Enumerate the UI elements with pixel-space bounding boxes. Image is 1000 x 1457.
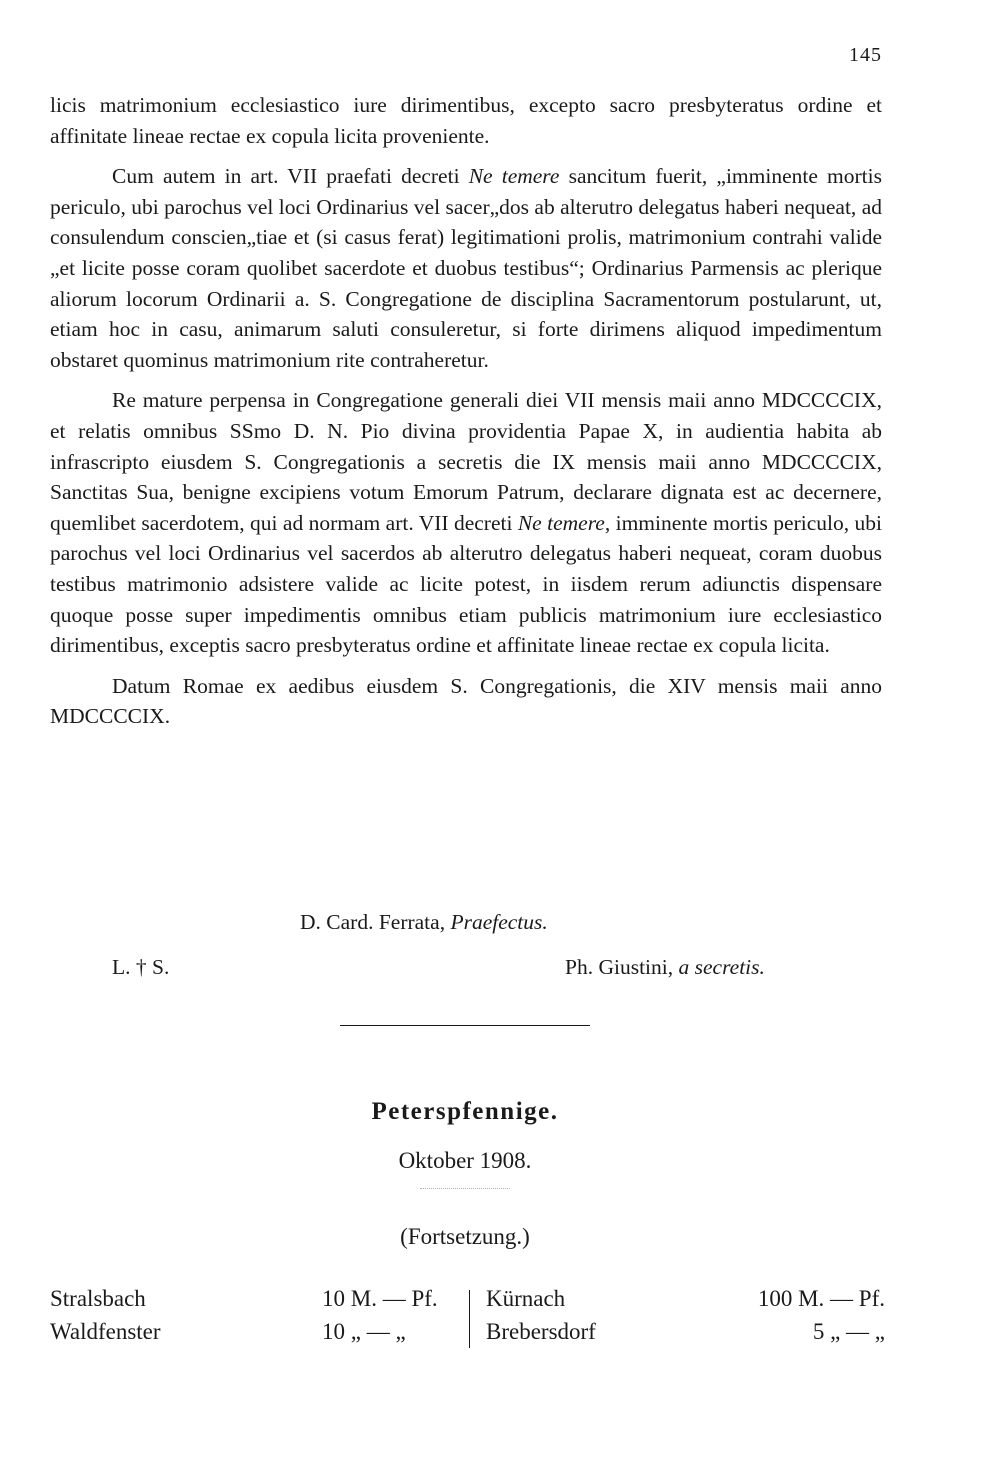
decree-body: [50, 90, 882, 732]
section-continuation: (Fortsetzung.): [400, 1224, 530, 1249]
secretary-name: Ph. Giustini,: [565, 955, 674, 979]
seal-mark: L. † S.: [112, 955, 170, 979]
paragraph-1: licis matrimonium ecclesiastico iure dirimentibus, excepto sacro presbyteratus ordine et affinitate lineae rectae ex copula licita proveniente.: [50, 93, 882, 148]
ledger-left-place: Stralsbach: [50, 1286, 146, 1311]
secretary-signature: [565, 955, 765, 980]
ledger-right-amount: 100 M. — Pf.: [757, 1286, 885, 1311]
paragraph-2: Cum autem in art. VII praefati decreti Ne temere sancitum fuerit, „imminente mortis periculo, ubi parochus vel loci Ordinarius vel sacer„dos ab alterutro delegatus haberi nequeat, ad consulendum conscien„tiae et (si casus ferat) legitimationi prolis, matrimonium contrahi valide „et licite posse coram quolibet sacerdote et duobus testibus“; Ordinarius Parmensis ac plerique aliorum locorum Ordinarii a. S. Congregatione de disciplina Sacramentorum postularunt, ut, etiam hoc in casu, animarum saluti consuleretur, si forte dirimens aliquod impedimentum obstaret quominus matrimonium rite contraheretur.: [50, 164, 882, 372]
prefect-name: D. Card. Ferrata,: [300, 910, 446, 934]
paragraph-4: Datum Romae ex aedibus eiusdem S. Congregationis, die XIV mensis maii anno MDCCCCIX.: [50, 673, 882, 729]
paragraph-3: Re mature perpensa in Congregatione generali diei VII mensis maii anno MDCCCCIX, et relatis omnibus SSmo D. N. Pio divina providentia Papae X, in audientia habita ab infrascripto eiusdem S. Congregationis a secretis die IX mensis maii anno MDCCCCIX, Sanctitas Sua, benigne excipiens votum Emorum Patrum, declarare dignata est ac decernere, quemlibet sacerdotem, qui ad normam art. VII decreti Ne temere, imminente mortis periculo, ubi parochus vel loci Ordinarius vel sacerdos ab alterutro delegatus haberi nequeat, coram duobus testibus matrimonio adsistere valide ac licite potest, in iisdem rerum adiunctis dispensare quoque posse super impedimentis omnibus etiam publicis matrimonium iure ecclesiastico dirimentibus, exceptis sacro presbyteratus ordine et affinitate lineae rectae ex copula licita.: [50, 388, 882, 658]
section-title: Peterspfennige.: [371, 1098, 559, 1125]
prefect-title: Praefectus.: [450, 910, 548, 934]
donation-ledger: [50, 1282, 885, 1348]
ledger-left-amount: 10 „ — „: [322, 1319, 406, 1344]
prefect-signature: [300, 910, 548, 935]
ledger-column-separator: [469, 1290, 470, 1348]
dotted-rule: [420, 1188, 510, 1189]
ledger-left-amount: 10 M. — Pf.: [322, 1286, 438, 1311]
page-number: 145: [849, 44, 882, 66]
ledger-row: [50, 1282, 885, 1315]
ledger-right-place: Brebersdorf: [486, 1319, 596, 1344]
ledger-right-amount: 5 „ — „: [812, 1319, 885, 1344]
ledger-row: [50, 1315, 885, 1348]
ledger-right-place: Kürnach: [486, 1286, 566, 1311]
ledger-left-place: Waldfenster: [50, 1319, 161, 1344]
section-divider: [340, 1025, 590, 1026]
section-month: Oktober 1908.: [398, 1148, 532, 1173]
secretary-title: a secretis.: [678, 955, 765, 979]
